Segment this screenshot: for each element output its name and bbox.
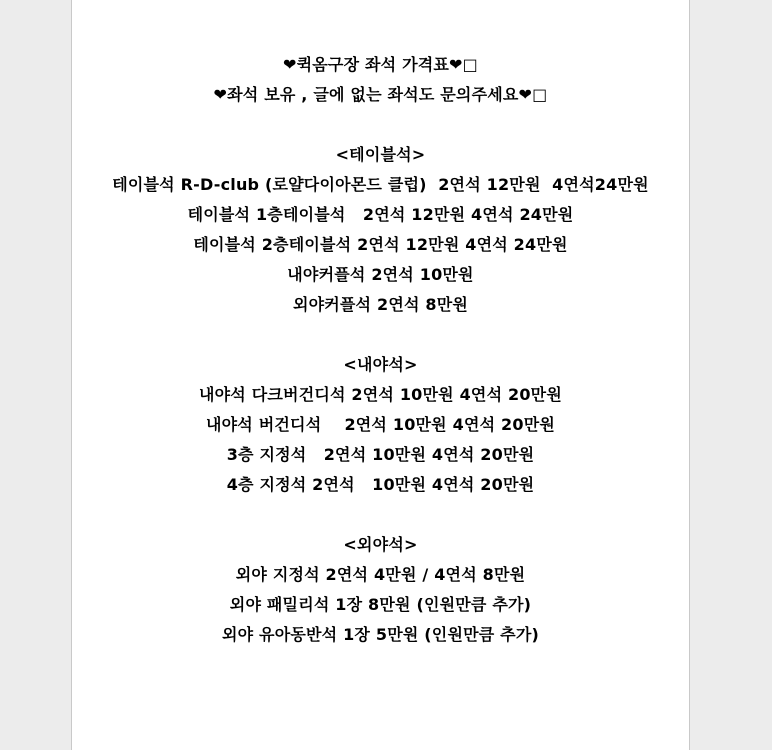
section-heading: <외야석> <box>343 535 418 554</box>
price-line: 외야 지정석 2연석 4만원 / 4연석 8만원 <box>235 565 526 584</box>
price-line: 외야커플석 2연석 8만원 <box>292 295 469 314</box>
price-line: 테이블석 2층테이블석 2연석 12만원 4연석 24만원 <box>193 235 568 254</box>
title-line: ❤퀵옴구장 좌석 가격표❤□ <box>283 55 478 74</box>
price-line: 외야 유아동반석 1장 5만원 (인원만큼 추가) <box>221 625 540 644</box>
section-heading: <내야석> <box>343 355 418 374</box>
price-line: 내야커플석 2연석 10만원 <box>287 265 474 284</box>
spacer <box>72 500 689 530</box>
price-line: 테이블석 R-D-club (로얄다이아몬드 클럽) 2연석 12만원 4연석24만원 <box>112 175 649 194</box>
price-line: 3층 지정석 2연석 10만원 4연석 20만원 <box>226 445 535 464</box>
price-line: 내야석 버건디석 2연석 10만원 4연석 20만원 <box>206 415 555 434</box>
document-page <box>71 0 690 750</box>
price-line: 내야석 다크버건디석 2연석 10만원 4연석 20만원 <box>198 385 562 404</box>
price-line: 테이블석 1층테이블석 2연석 12만원 4연석 24만원 <box>187 205 574 224</box>
spacer <box>72 320 689 350</box>
price-line: 외야 패밀리석 1장 8만원 (인원만큼 추가) <box>229 595 532 614</box>
price-line: 4층 지정석 2연석 10만원 4연석 20만원 <box>226 475 535 494</box>
document-body <box>72 50 689 650</box>
section-heading: <테이블석> <box>335 145 426 164</box>
spacer <box>72 110 689 140</box>
subtitle-line: ❤좌석 보유 , 글에 없는 좌석도 문의주세요❤□ <box>213 85 548 104</box>
